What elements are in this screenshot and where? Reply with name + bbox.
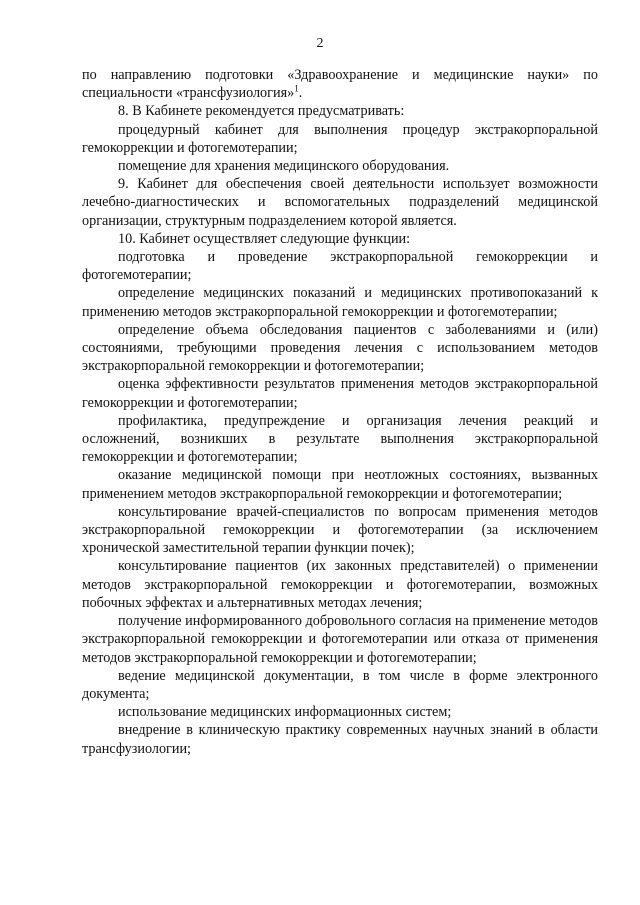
paragraph: 8. В Кабинете рекомендуется предусматривать: <box>118 103 405 120</box>
list-item: ведение медицинской документации, в том числе в форме электронного документа; <box>82 667 598 702</box>
list-item: использование медицинских информационных систем; <box>118 704 452 721</box>
document-body <box>82 66 598 758</box>
list-item: консультирование пациентов (их законных представителей) о применении методов экстракорпоральной гемокоррекции и фотогемотерапии, возможных побочных эффектах и альтернативных методах лечения; <box>82 558 598 611</box>
footnote-marker: 1 <box>294 83 299 94</box>
paragraph: процедурный кабинет для выполнения процедур экстракорпоральной гемокоррекции и фотогемотерапии; <box>82 121 598 156</box>
page-number: 2 <box>316 36 324 51</box>
paragraph: по направлению подготовки «Здравоохранение и медицинские науки» по специальности «трансфузиология»$^1$. <box>82 67 598 102</box>
list-item: получение информированного добровольного согласия на применение методов экстракорпоральной гемокоррекции и фотогемотерапии или отказа от применения методов экстракорпоральной гемокоррекции и фотогемотерапии; <box>82 613 598 666</box>
list-item: подготовка и проведение экстракорпоральной гемокоррекции и фотогемотерапии; <box>82 249 598 284</box>
list-item: определение объема обследования пациентов с заболеваниями и (или) состояниями, требующими проведения лечения с использованием методов экстракорпоральной гемокоррекции и фотогемотерапии; <box>82 321 598 375</box>
list-item: оценка эффективности результатов применения методов экстракорпоральной гемокоррекции и фотогемотерапии; <box>82 376 598 411</box>
list-item: консультирование врачей-специалистов по вопросам применения методов экстракорпоральной гемокоррекции и фотогемотерапии (за исключением хронической заместительной терапии функции почек); <box>82 503 598 557</box>
list-item: оказание медицинской помощи при неотложных состояниях, вызванных применением методов экстракорпоральной гемокоррекции и фотогемотерапии; <box>82 467 598 502</box>
list-item: определение медицинских показаний и медицинских противопоказаний к применению методов экстракорпоральной гемокоррекции и фотогемотерапии; <box>82 285 598 320</box>
paragraph: 10. Кабинет осуществляет следующие функции: <box>118 230 411 247</box>
paragraph: помещение для хранения медицинского оборудования. <box>118 158 450 175</box>
paragraph: 9. Кабинет для обеспечения своей деятельности использует возможности лечебно-диагностических и вспомогательных подразделений медицинской организации, структурным подразделением которой является. <box>82 176 598 229</box>
list-item: профилактика, предупреждение и организация лечения реакций и осложнений, возникших в результате выполнения экстракорпоральной гемокоррекции и фотогемотерапии; <box>82 412 598 466</box>
list-item: внедрение в клиническую практику современных научных знаний в области трансфузиологии; <box>82 722 598 757</box>
